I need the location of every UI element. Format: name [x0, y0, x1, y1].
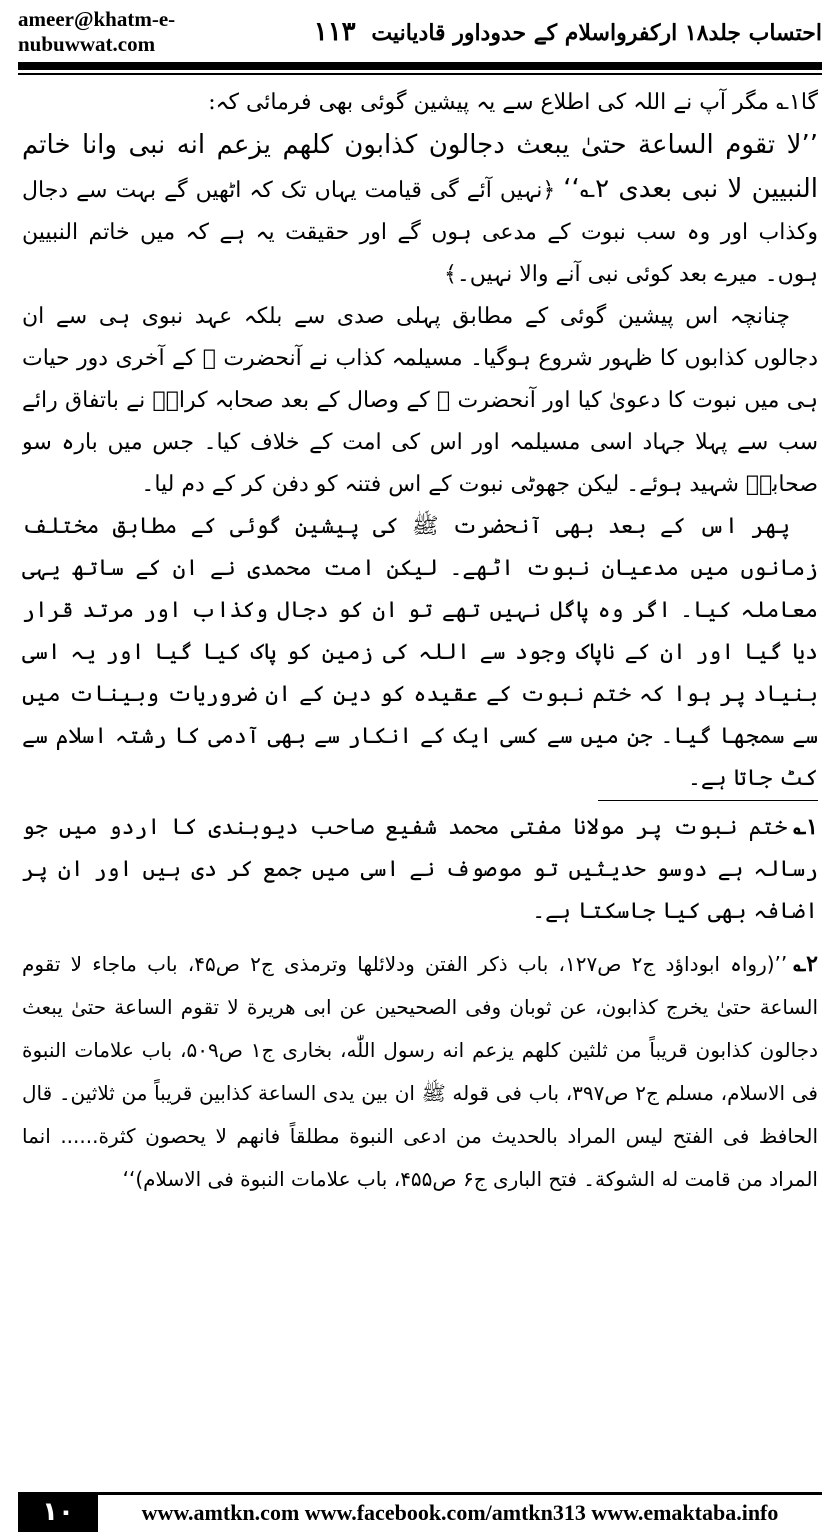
footer-bar — [98, 1492, 822, 1532]
header-page-number: ۱۱۳ — [313, 17, 356, 47]
footnote-divider — [598, 800, 818, 801]
paragraph-intro: گا۱؎ مگر آپ نے اللہ کی اطلاع سے یہ پیشین گوئی بھی فرمائی کہ: — [208, 90, 818, 115]
footer-urls[interactable]: www.amtkn.com www.facebook.com/amtkn313 www.emaktaba.info — [141, 1500, 779, 1525]
footnote-1 — [22, 806, 818, 933]
page-header — [18, 7, 822, 56]
footnote-2-marker: ۲؎ — [793, 951, 818, 977]
paragraph-musailama: چنانچہ اس پیشین گوئی کے مطابق پہلی صدی سے بلکہ عہد نبوی ہی سے ان دجالوں کذابوں کا ظہور شروع ہوگیا۔ مسیلمہ کذاب نے آنحضرت ﷺ کے آخری دور حیات ہی میں نبوت کا دعویٰ کیا اور آنحضرت ﷺ کے وصال کے بعد صحابہ کرامؓ نے باتفاق رائے سب سے پہلا جہاد اسی مسیلمہ اور اس کی امت کے خلاف کیا۔ جس میں بارہ سو صحابہؓ شہید ہوئے۔ لیکن جھوٹی نبوت کے اس فتنہ کو دفن کر کے دم لیا۔ — [22, 304, 818, 497]
running-title — [306, 17, 822, 47]
page-footer — [18, 1492, 822, 1532]
header-email[interactable]: ameer@khatm-e-nubuwwat.com — [18, 7, 176, 56]
main-text — [22, 82, 818, 797]
hadith-translation: ﴿نہیں آئے گی قیامت یہاں تک کہ اٹھیں گے بہت سے دجال وکذاب اور وہ سب نبوت کے مدعی ہوں گے اور حقیقت یہ ہے کہ میں خاتم النبیین ہوں۔ میرے بعد کوئی نبی آنے والا نہیں۔﴾ — [22, 178, 818, 287]
header-title-text: احتساب جلد۱۸ ارکفرواسلام کے حدوداور قادیانیت — [371, 20, 822, 46]
footnote-1-text: ختم نبوت پر مولانا مفتی محمد شفیع صاحب دیوبندی کا اردو میں جو رسالہ ہے دوسو حدیثیں تو موصوف نے اسی میں جمع کر دی ہیں اور ان پر اضافہ بھی کیا جاسکتا ہے۔ — [22, 815, 818, 924]
footer-page-number: ۱۰ — [18, 1492, 98, 1532]
header-rule-thin — [18, 73, 822, 75]
footnote-2-text: ’’(رواہ ابوداؤد ج۲ ص۱۲۷، باب ذکر الفتن ودلائلها وترمذی ج۲ ص۴۵، باب ماجاء لا تقوم الساعة حتیٰ یخرج کذابون، عن ثوبان وفی الصحیحین عن ابی هریرة لا تقوم الساعة حتیٰ یبعث دجالون کذابون قریباً من ثلثین کلهم یزعم انه رسول اللّٰه، بخاری ج۱ ص۵۰۹، باب علامات النبوة فی الاسلام، مسلم ج۲ ص۳۹۷، باب فی قوله ﷺ ان بین یدی الساعة کذابین قریباً من ثلاثین۔ قال الحافظ فی الفتح لیس المراد بالحدیث من ادعی النبوة مطلقاً فانهم لا یحصون کثرة...... انما المراد من قامت له الشوکة۔ فتح الباری ج۶ ص۴۵۵، باب علامات النبوة فی الاسلام)‘‘ — [22, 952, 818, 1191]
paragraph-claimants: پھر اس کے بعد بھی آنحضرت ﷺ کی پیشین گوئی کے مطابق مختلف زمانوں میں مدعیان نبوت اٹھے۔ لیکن امت محمدی نے ان کے ساتھ یہی معاملہ کیا۔ اگر وہ پاگل نہیں تھے تو ان کو دجال وکذاب اور مرتد قرار دیا گیا اور ان کے ناپاک وجود سے اللہ کی زمین کو پاک کیا گیا اور یہ اسی بنیاد پر ہوا کہ ختم نبوت کے عقیدہ کو دین کے ان ضروریات وبینات میں سے سمجھا گیا۔ جن میں سے کسی ایک کے انکار سے بھی آدمی کا رشتہ اسلام سے کٹ جاتا ہے۔ — [22, 514, 818, 791]
paragraph-hadith — [22, 124, 818, 296]
footer-rule — [98, 1492, 822, 1495]
hadith-quote: ’’لا تقوم الساعة حتیٰ یبعث دجالون کذابون کلهم یزعم انه نبی وانا خاتم النبیین لا نبی بعدی ۲؎‘‘ — [22, 130, 818, 204]
footnote-1-marker: ۱؎ — [793, 814, 818, 840]
footnote-2 — [22, 943, 818, 1201]
footnotes — [22, 806, 818, 1486]
header-rule-thick — [18, 62, 822, 70]
